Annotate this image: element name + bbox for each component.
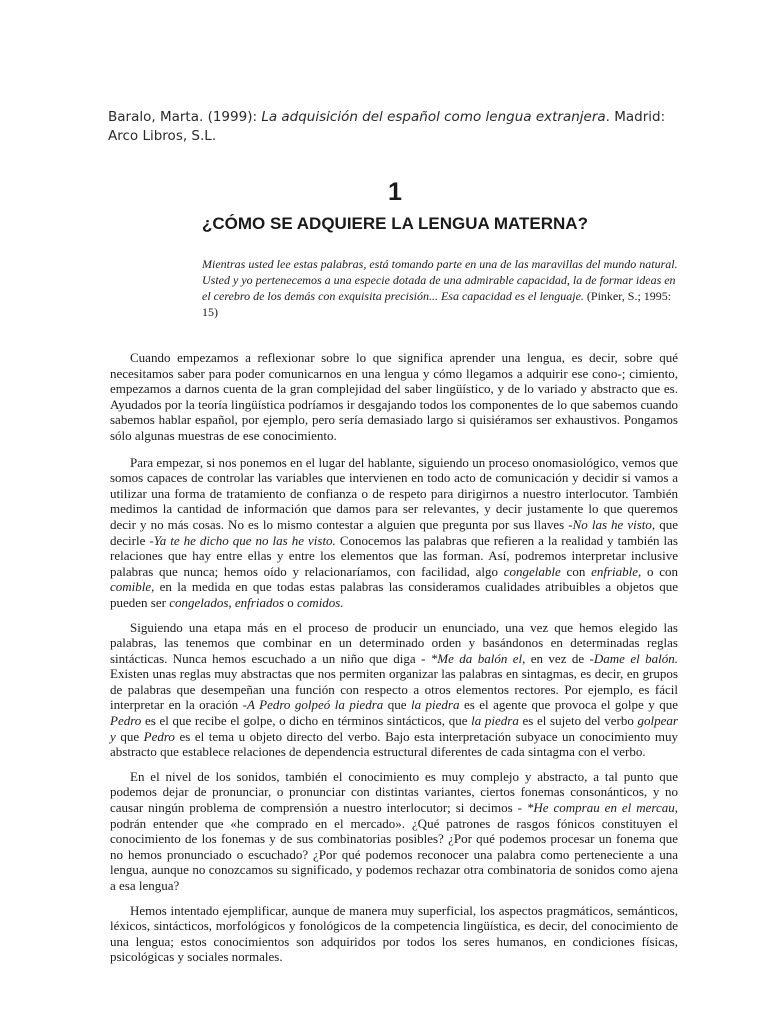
p4-text-1: En el nivel de los sonidos, también el conocimiento es muy complejo y abstracto, a tal punto que podemos dejar de pronunciar, o pronunciar con distintas variantes, ciertos fonemas consonánticos, y no causar ningún problema de comprensión a nuestro interlocutor; si decimos - (110, 768, 678, 816)
paragraph-3 (110, 620, 678, 760)
p3-text-9: es el tema u objeto directo del verbo. Bajo esta interpretación subyace un conocimiento muy abstracto que establece relaciones de dependencia estructural diferentes de cada sintagma con el verbo. (110, 728, 678, 760)
p3-example-2: Dame el balón. (593, 650, 678, 666)
body-text (110, 350, 678, 974)
paragraph-2 (110, 455, 678, 611)
p3-text-2: en vez de - (525, 650, 594, 666)
p3-text-6: es el que recibe el golpe, o dicho en términos sintácticos, que (141, 713, 472, 729)
epigraph-quote: Mientras usted lee estas palabras, está tomando parte en una de las maravillas del mundo natural. Usted y yo pertenecemos a una especie dotada de una admirable capacidad, la de formar ideas en el cerebro de los demás con exquisita precisión... Esa capacidad es el lenguaje. (202, 257, 678, 303)
p3-text-4: que (383, 697, 411, 713)
p3-text-8: que (115, 728, 144, 744)
p2-example-2: Ya te he dicho que no las he visto. (153, 532, 336, 548)
p3-text-1: Siguiendo una etapa más en el proceso de producir un enunciado, una vez que hemos elegido las palabras, las tenemos que combinar en un determinado orden y basándonos en determinadas reglas sintácticas. Nunca hemos escuchado a un niño que diga - (110, 619, 678, 666)
p2-text-2: que decirle - (110, 516, 679, 548)
p2-text-4: con (560, 563, 592, 579)
p3-text-3: Existen unas reglas muy abstractas que nos permiten organizar las palabras en sintagmas, es decir, en grupos de palabras que desempeñan una función con respecto a otros elementos rectores. Por ejemplo, es fácil interpretar en la oración - (110, 666, 678, 713)
epigraph-source: (Pinker, S.; 1995: 15) (202, 289, 672, 319)
p2-example-1: No las he visto, (572, 516, 656, 532)
paragraph-1: Cuando empezamos a reflexionar sobre lo que significa aprender una lengua, es decir, sobre qué necesitamos saber para poder comunicarnos en una lengua y cómo llegamos a adquirir ese cono-; cimiento, empezamos a darnos cuenta de la gran complejidad del saber lingüístico, y de lo variado y abstracto que es. Ayudados por la teoría lingüística podríamos ir desgajando todos los componentes de lo que sabemos cuando sabemos hablar español, por ejemplo, pero sería demasiado largo si quisiéramos ser exhaustivos. Pongamos sólo algunas muestras de ese conocimiento. (110, 350, 678, 443)
citation-publisher: . Madrid: Arco Libros, S.L. (108, 109, 666, 144)
p2-example-7: comidos. (297, 594, 344, 610)
p2-text-6: en la medida en que todas estas palabras las consideramos cualidades atribuibles a objetos que pueden ser (110, 579, 678, 610)
citation-author: Baralo, Marta. (1999): (108, 109, 262, 125)
paragraph-4 (110, 769, 678, 894)
p4-text-2: podrán entender que «he comprado en el mercado». ¿Qué patrones de rasgos fónicos constituyen el conocimiento de los fonemas y de sus combinatorias posibles? ¿Por qué podemos procesar un fonema que no hemos pronunciado o escuchado? ¿Por qué podemos reconocer una palabra como perteneciente a una lengua, aunque no conozcamos su significado, y podemos rechazar otra combinatoria de sonidos como ajena a esa lengua? (110, 815, 678, 893)
citation-book-title: La adquisición del español como lengua extranjera (261, 109, 606, 125)
p3-text-5: es el agente que provoca el golpe y que (459, 697, 678, 713)
p3-example-3: A Pedro golpeó la piedra (246, 697, 384, 713)
p3-example-6: la piedra (471, 713, 519, 729)
p2-text-7: o (284, 594, 298, 610)
chapter-title: ¿CÓMO SE ADQUIERE LA LENGUA MATERNA? (202, 214, 588, 233)
p2-text-1: Para empezar, si nos ponemos en el lugar del hablante, siguiendo un proceso onomasiológico, vemos que somos capaces de controlar las variables que intervienen en todo acto de comunicación y decidir si vamos a utilizar una forma de tratamiento de confianza o de respeto para dirigirnos a nuestro interlocutor. También medimos la cantidad de información que damos para ser relevantes, y decir justamente lo que queremos decir y no más cosas. No es lo mismo contestar a alguien que pregunta por sus llaves - (110, 454, 678, 532)
p2-example-3: congelable (503, 563, 561, 579)
p2-example-6: congelados, enfriados (169, 594, 285, 610)
p2-example-4: enfriable, (591, 563, 642, 579)
p3-example-1: *Me da balón el, (430, 650, 526, 666)
p2-text-3: Conocemos las palabras que refieren a la realidad y también las relaciones que hay entre ellas y entre los elementos que las forman. Así, podremos interpretar inclusive palabras que nunca; hemos oído y relacionaríamos, con facilidad, algo (110, 532, 678, 579)
chapter-number: 1 (388, 178, 402, 206)
p2-example-5: comible, (110, 579, 155, 595)
p3-example-8: Pedro (143, 728, 175, 744)
p3-example-7: golpear y (110, 713, 678, 744)
p3-example-4: la piedra (410, 697, 460, 713)
p2-text-5: o con (641, 563, 678, 579)
p3-example-5: Pedro (110, 713, 142, 729)
epigraph (202, 256, 682, 320)
p3-text-7: es el sujeto del verbo (518, 713, 638, 729)
bibliographic-citation (108, 108, 668, 146)
paragraph-5: Hemos intentado ejemplificar, aunque de manera muy superficial, los aspectos pragmáticos, semánticos, léxicos, sintácticos, morfológicos y fonológicos de la competencia lingüística, es decir, del conocimiento de una lengua; estos conocimientos son adquiridos por todos los seres humanos, en condiciones físicas, psicológicas y sociales normales. (110, 902, 678, 965)
p4-example-1: *He comprau en el mercau, (526, 800, 678, 816)
